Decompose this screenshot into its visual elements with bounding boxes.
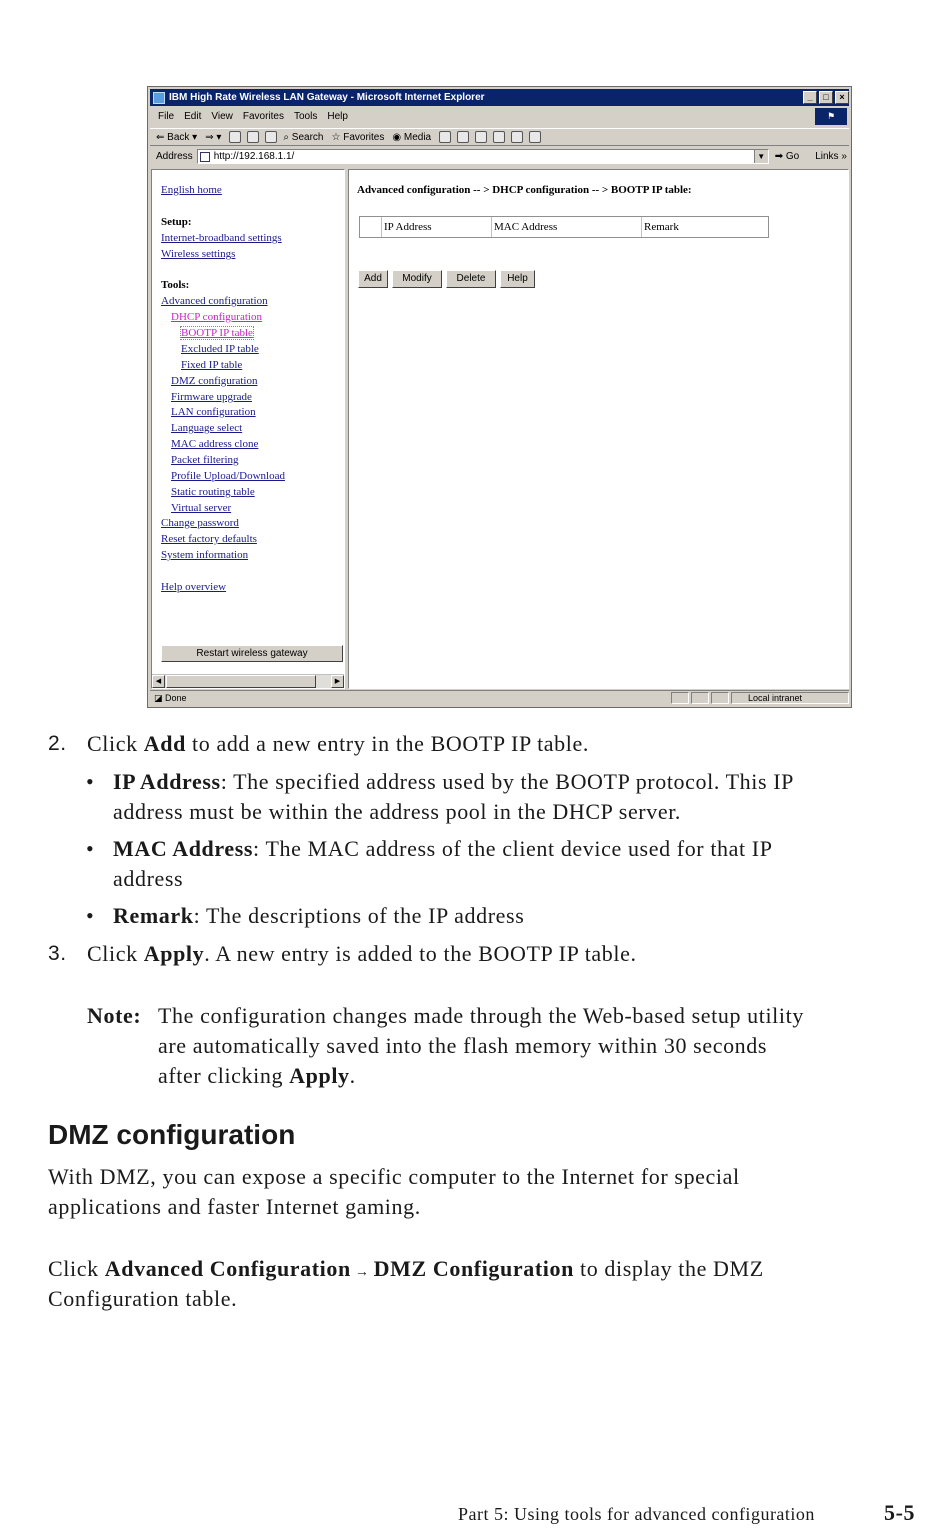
nav-lan-configuration[interactable]: LAN configuration (171, 406, 256, 418)
page-icon (200, 152, 210, 162)
menu-view[interactable]: View (211, 111, 233, 122)
edit-icon[interactable] (493, 131, 505, 143)
media-button[interactable]: ◉ Media (392, 131, 432, 143)
close-icon[interactable]: × (835, 91, 849, 104)
nav-advanced-configuration[interactable]: Advanced configuration (161, 295, 268, 307)
media-icon: ◉ (392, 131, 404, 143)
nav-help-overview[interactable]: Help overview (161, 581, 227, 593)
scroll-left-icon[interactable]: ◀ (152, 675, 165, 688)
bullet-remark: Remark: The descriptions of the IP address (113, 903, 525, 928)
page-number: 5-5 (884, 1500, 916, 1525)
history-icon[interactable] (439, 131, 451, 143)
address-input[interactable] (197, 149, 769, 164)
content-frame (348, 169, 849, 689)
table-select-column (360, 217, 382, 237)
nav-setup-heading: Setup: (161, 216, 192, 228)
maximize-icon[interactable]: □ (819, 91, 833, 104)
nav-dmz-configuration[interactable]: DMZ configuration (171, 375, 258, 387)
paragraph-2-line-1: Click Advanced Configuration → DMZ Configuration to display the DMZ (48, 1256, 764, 1281)
browser-title: IBM High Rate Wireless LAN Gateway - Microsoft Internet Explorer (169, 92, 485, 103)
nav-dhcp-configuration[interactable]: DHCP configuration (171, 311, 262, 323)
bullet-icon: • (86, 769, 95, 794)
menu-tools[interactable]: Tools (293, 111, 318, 122)
nav-firmware-upgrade[interactable]: Firmware upgrade (171, 391, 252, 403)
step-3-text: Click Apply. A new entry is added to the BOOTP IP table. (87, 941, 637, 966)
back-button[interactable]: ⇐ Back ▾ (156, 131, 198, 143)
stop-icon[interactable] (229, 131, 241, 143)
step-2-text: Click Add to add a new entry in the BOOTP IP table. (87, 731, 589, 756)
column-ip-address: IP Address (382, 217, 492, 237)
step-number: 3. (48, 942, 67, 965)
nav-bootp-ip-table[interactable]: BOOTP IP table (181, 327, 253, 339)
paragraph-1-line-2: applications and faster Internet gaming. (48, 1194, 421, 1219)
note-line-2: are automatically saved into the flash memory within 30 seconds (158, 1033, 768, 1058)
bullet-mac-address-cont: address (113, 866, 184, 891)
discuss-icon[interactable] (511, 131, 523, 143)
browser-toolbar (150, 128, 849, 146)
paragraph-2-line-2: Configuration table. (48, 1286, 238, 1311)
nav-frame (151, 169, 345, 689)
messenger-icon[interactable] (529, 131, 541, 143)
refresh-icon[interactable] (247, 131, 259, 143)
bootp-ip-table (359, 216, 769, 238)
favorites-icon: ☆ (331, 131, 344, 143)
ie-icon (153, 92, 165, 104)
bullet-mac-address: MAC Address: The MAC address of the client device used for that IP (113, 836, 773, 861)
status-segment (671, 692, 689, 704)
nav-profile-upload[interactable]: Profile Upload/Download (171, 470, 285, 482)
address-label: Address (156, 151, 193, 162)
step-number: 2. (48, 732, 67, 755)
forward-button[interactable] (205, 132, 221, 143)
note-label: Note: (87, 1003, 142, 1028)
menu-help[interactable]: Help (327, 111, 348, 122)
status-bar (150, 690, 849, 705)
scroll-thumb[interactable] (166, 675, 316, 688)
section-heading: DMZ configuration (48, 1119, 296, 1150)
add-button[interactable]: Add (358, 270, 388, 288)
windows-logo-icon: ⚑ (815, 108, 847, 125)
nav-language-select[interactable]: Language select (171, 422, 243, 434)
arrow-icon: → (350, 1265, 374, 1280)
nav-mac-address-clone[interactable]: MAC address clone (171, 438, 259, 450)
nav-reset-factory-defaults[interactable]: Reset factory defaults (161, 533, 257, 545)
mail-icon[interactable] (457, 131, 469, 143)
status-text: Done (165, 693, 187, 703)
bullet-icon: • (86, 903, 95, 928)
address-dropdown-icon[interactable]: ▼ (754, 150, 768, 163)
home-icon[interactable] (265, 131, 277, 143)
nav-internet-broadband[interactable]: Internet-broadband settings (161, 232, 282, 244)
menu-edit[interactable]: Edit (184, 111, 202, 122)
nav-system-information[interactable]: System information (161, 549, 249, 561)
menu-favorites[interactable]: Favorites (242, 111, 284, 122)
search-button[interactable]: ⌕ Search (283, 131, 324, 143)
bullet-ip-address-cont: address must be within the address pool in the DHCP server. (113, 799, 682, 824)
go-button[interactable]: ➡ Go (774, 151, 800, 162)
address-bar (150, 147, 849, 166)
forward-arrow-icon: ⇒ ▾ (205, 131, 222, 143)
status-segment (711, 692, 729, 704)
menu-file[interactable]: File (158, 111, 175, 122)
print-icon[interactable] (475, 131, 487, 143)
go-arrow-icon: ➡ (774, 151, 784, 162)
nav-excluded-ip-table[interactable]: Excluded IP table (181, 343, 259, 355)
paragraph-1-line-1: With DMZ, you can expose a specific computer to the Internet for special (48, 1164, 740, 1189)
help-button[interactable]: Help (500, 270, 535, 288)
note-line-1: The configuration changes made through the Web-based setup utility (158, 1003, 804, 1028)
scroll-right-icon[interactable]: ▶ (331, 675, 344, 688)
menu-bar (150, 107, 849, 126)
nav-change-password[interactable]: Change password (161, 517, 239, 529)
nav-horizontal-scrollbar[interactable] (152, 674, 344, 688)
column-remark: Remark (644, 221, 679, 233)
note-line-3: after clicking Apply. (158, 1063, 356, 1088)
modify-button[interactable]: Modify (392, 270, 442, 288)
breadcrumb: Advanced configuration -- > DHCP configuration -- > BOOTP IP table: (357, 184, 692, 196)
page-done-icon: ◪ (154, 692, 166, 703)
restart-gateway-button[interactable]: Restart wireless gateway (161, 645, 343, 662)
minimize-icon[interactable]: _ (803, 91, 817, 104)
nav-virtual-server[interactable]: Virtual server (171, 502, 232, 514)
links-button[interactable]: Links » (815, 151, 847, 162)
favorites-button[interactable]: ☆ Favorites (331, 131, 385, 143)
browser-screenshot (147, 86, 852, 708)
delete-button[interactable]: Delete (446, 270, 496, 288)
footer-text: Part 5: Using tools for advanced configuration (458, 1504, 815, 1524)
bullet-ip-address: IP Address: The specified address used by the BOOTP protocol. This IP (113, 769, 794, 794)
zone-indicator: Local intranet (731, 692, 849, 704)
status-segment (691, 692, 709, 704)
bullet-icon: • (86, 836, 95, 861)
address-value: http://192.168.1.1/ (213, 151, 295, 162)
nav-english-home[interactable]: English home (161, 184, 222, 196)
search-icon: ⌕ (283, 131, 292, 143)
nav-fixed-ip-table[interactable]: Fixed IP table (181, 359, 243, 371)
nav-tools-heading: Tools: (161, 279, 190, 291)
back-arrow-icon: ⇐ (156, 131, 168, 143)
nav-packet-filtering[interactable]: Packet filtering (171, 454, 239, 466)
nav-static-routing-table[interactable]: Static routing table (171, 486, 255, 498)
column-mac-address: MAC Address (492, 217, 642, 237)
nav-wireless-settings[interactable]: Wireless settings (161, 248, 236, 260)
browser-titlebar (150, 89, 849, 106)
